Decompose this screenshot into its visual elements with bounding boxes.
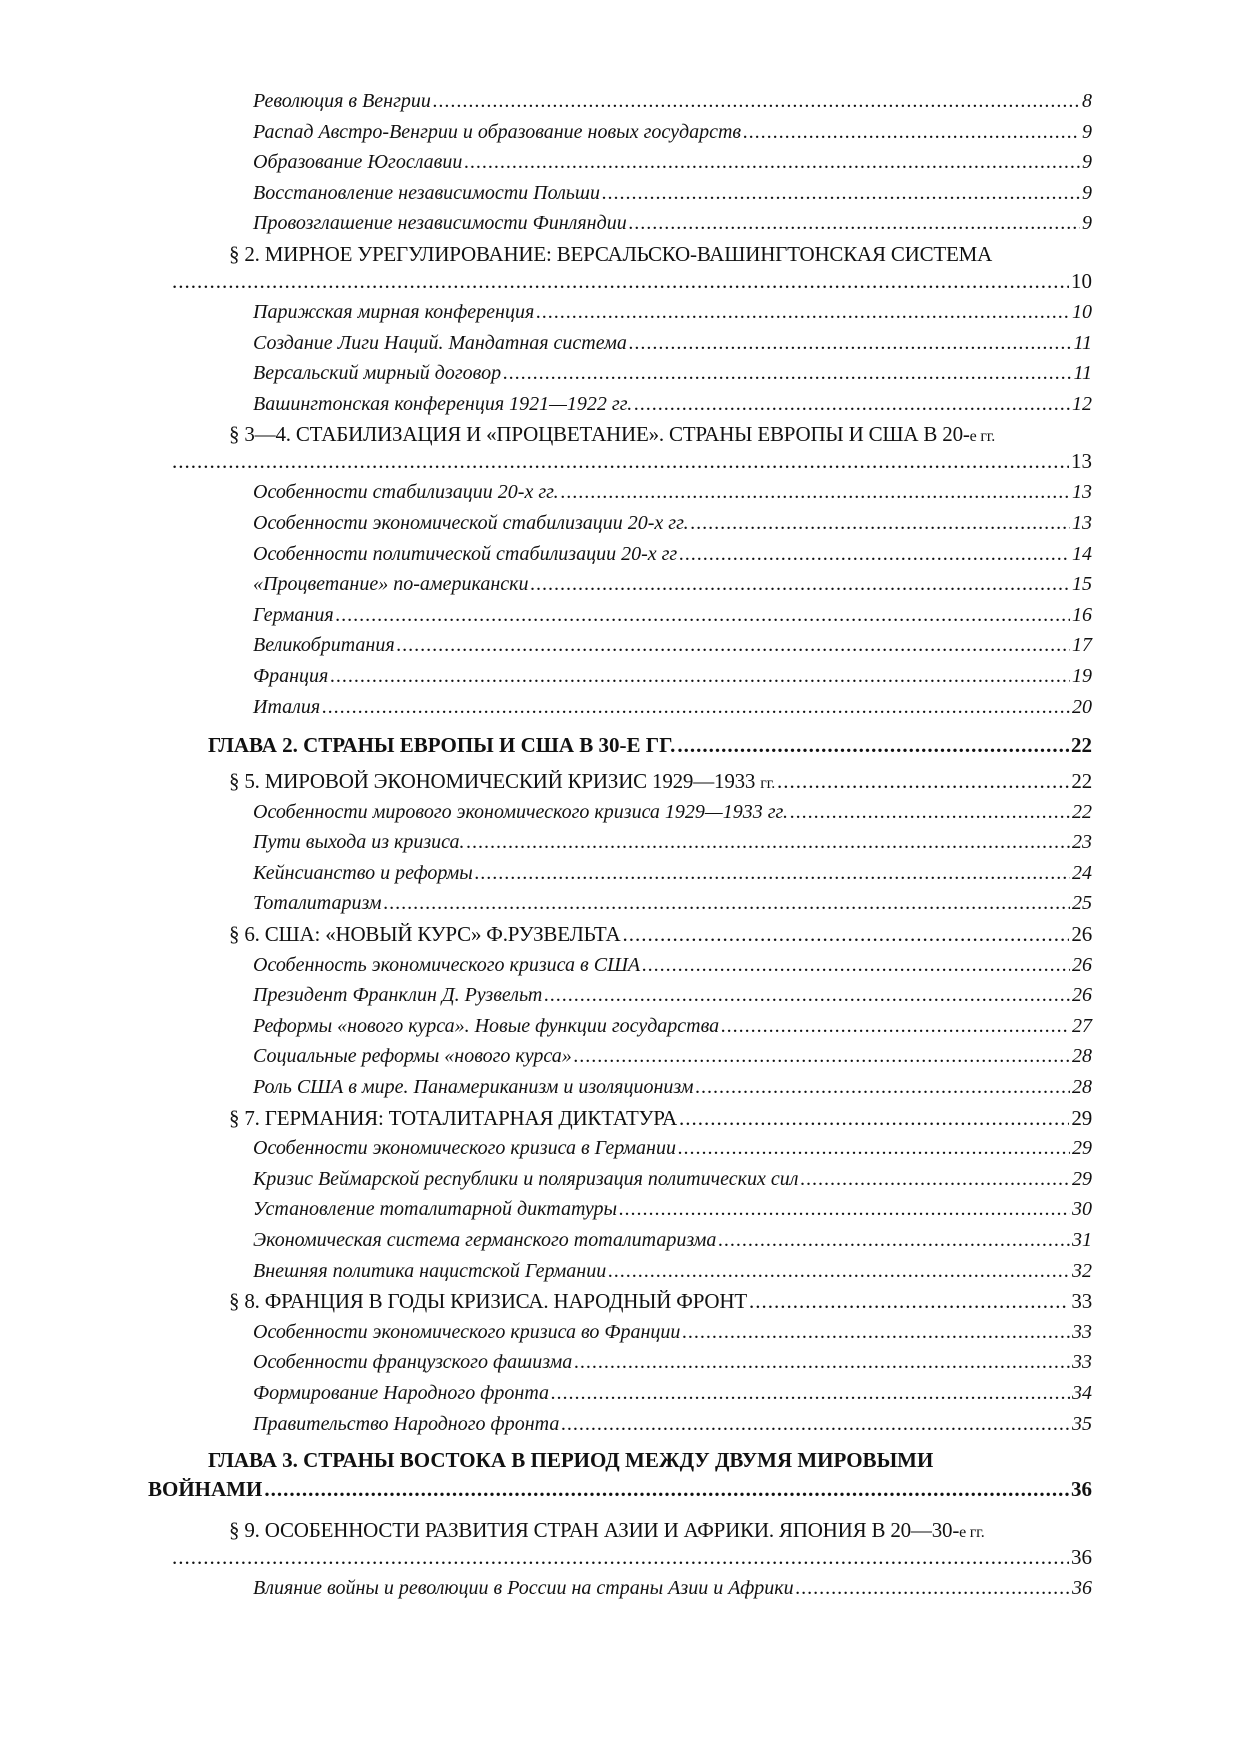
toc-entry[interactable] — [253, 827, 1092, 858]
toc-entry-title: Особенности экономического кризиса во Франции — [253, 1320, 681, 1343]
toc-entry-page: 11 — [1073, 331, 1092, 354]
toc-entry-title: Реформы «нового курса». Новые функции государства — [253, 1014, 720, 1037]
toc-entry-title: Парижская мирная конференция — [253, 300, 535, 323]
toc-section-entry[interactable] — [229, 919, 1092, 950]
toc-chapter-title: ГЛАВА 2. СТРАНЫ ЕВРОПЫ И США В 30-Е ГГ. — [208, 733, 676, 758]
dot-leader — [678, 1133, 1070, 1164]
dot-leader — [464, 147, 1080, 178]
dot-leader — [264, 1473, 1069, 1505]
toc-entry-title: Особенности стабилизации 20-х гг. — [253, 481, 559, 504]
dot-leader — [330, 661, 1070, 692]
toc-entry-page: 29 — [1071, 1105, 1092, 1130]
toc-entry[interactable] — [253, 1409, 1092, 1440]
toc-entry-page: 17 — [1072, 634, 1092, 657]
dot-leader — [561, 1409, 1070, 1440]
toc-entry-page: 12 — [1072, 392, 1092, 415]
toc-entry-page: 33 — [1072, 1320, 1092, 1343]
toc-section-entry[interactable] — [229, 1103, 1092, 1134]
toc-entry-title: Правительство Народного фронта — [253, 1412, 560, 1435]
toc-entry-page: 36 — [1072, 1577, 1092, 1600]
toc-entry-title: Особенности французского фашизма — [253, 1351, 573, 1374]
toc-entry[interactable] — [253, 117, 1092, 148]
toc-entry-title: Версальский мирный договор — [253, 362, 502, 385]
toc-entry-page: 29 — [1072, 1137, 1092, 1160]
toc-entry-page: 34 — [1072, 1381, 1092, 1404]
toc-entry[interactable] — [253, 477, 1092, 508]
toc-entry[interactable] — [253, 1378, 1092, 1409]
toc-entry[interactable] — [253, 389, 1092, 420]
dot-leader — [642, 950, 1070, 981]
toc-entry[interactable] — [253, 1573, 1092, 1604]
toc-entry[interactable] — [253, 328, 1092, 359]
toc-entry[interactable] — [253, 297, 1092, 328]
dot-leader — [531, 569, 1070, 600]
toc-entry-title: Распад Австро-Венгрии и образование новых государств — [253, 120, 742, 143]
toc-section-entry[interactable] — [0, 419, 1239, 477]
toc-entry-page: 24 — [1072, 861, 1092, 884]
toc-entry[interactable] — [253, 1317, 1092, 1348]
dot-leader — [574, 1041, 1070, 1072]
toc-entry-title: Особенности экономической стабилизации 20-х гг. — [253, 511, 689, 534]
toc-entry-title: Внешняя политика нацистской Германии — [253, 1259, 607, 1282]
toc-chapter-title-continued: ВОЙНАМИ — [148, 1477, 263, 1502]
toc-entry-title: Великобритания — [253, 634, 395, 657]
toc-entry[interactable] — [253, 208, 1092, 239]
toc-entry-page: 28 — [1072, 1076, 1092, 1099]
dot-leader — [721, 1011, 1070, 1042]
dot-leader — [561, 477, 1070, 508]
toc-entry-title: «Процветание» по-американски — [253, 573, 529, 596]
toc-section-entry[interactable] — [229, 1286, 1092, 1317]
toc-section-title: § 5. МИРОВОЙ ЭКОНОМИЧЕСКИЙ КРИЗИС 1929—1933 гг. — [229, 769, 776, 794]
toc-entry-page: 35 — [1072, 1412, 1092, 1435]
toc-entry-title: Кризис Веймарской республики и поляризация политических сил — [253, 1167, 799, 1190]
toc-entry[interactable] — [253, 797, 1092, 828]
dot-leader — [677, 728, 1069, 762]
toc-entry-title: Тоталитаризм — [253, 892, 382, 915]
toc-entry[interactable] — [253, 1041, 1092, 1072]
dot-leader — [574, 1347, 1070, 1378]
toc-entry[interactable] — [253, 147, 1092, 178]
toc-entry-page: 26 — [1072, 953, 1092, 976]
dot-leader — [397, 630, 1070, 661]
toc-entry-page: 36 — [1071, 1545, 1092, 1570]
toc-entry-page: 25 — [1072, 892, 1092, 915]
toc-entry[interactable] — [253, 692, 1092, 723]
toc-entry-title: Экономическая система германского тоталитаризма — [253, 1229, 717, 1251]
toc-entry[interactable] — [253, 1225, 1092, 1256]
dot-leader — [602, 178, 1080, 209]
dot-leader — [682, 1317, 1070, 1348]
dot-leader — [544, 980, 1070, 1011]
dot-leader — [718, 1225, 1070, 1256]
toc-entry[interactable] — [253, 600, 1092, 631]
dot-leader — [800, 1164, 1070, 1195]
toc-entry-page: 33 — [1072, 1351, 1092, 1374]
toc-entry-title: Германия — [253, 603, 334, 626]
dot-leader — [503, 358, 1071, 389]
dot-leader — [536, 297, 1070, 328]
toc-entry-title: Президент Франклин Д. Рузвельт — [253, 984, 543, 1007]
dot-leader — [695, 1072, 1070, 1103]
toc-entry-page: 16 — [1072, 603, 1092, 626]
dot-leader — [433, 86, 1080, 117]
dot-leader — [551, 1378, 1070, 1409]
dot-leader — [622, 919, 1069, 950]
toc-entry[interactable] — [253, 569, 1092, 600]
table-of-contents — [0, 86, 1239, 1604]
toc-entry-page: 10 — [1072, 300, 1092, 323]
toc-entry[interactable] — [253, 888, 1092, 919]
toc-entry[interactable] — [253, 980, 1092, 1011]
dot-leader — [475, 858, 1070, 889]
toc-entry-title: Роль США в мире. Панамериканизм и изоляционизм — [253, 1076, 694, 1099]
toc-entry-page: 15 — [1072, 573, 1092, 596]
toc-entry-page: 9 — [1082, 212, 1092, 235]
dot-leader — [467, 827, 1070, 858]
dot-leader — [790, 797, 1070, 828]
toc-entry-page: 26 — [1072, 984, 1092, 1007]
toc-entry-title: Провозглашение независимости Финляндии — [253, 212, 627, 235]
toc-section-title: § 6. США: «НОВЫЙ КУРС» Ф.РУЗВЕЛЬТА — [229, 922, 621, 947]
toc-entry-page: 20 — [1072, 695, 1092, 718]
dot-leader — [336, 600, 1070, 631]
dot-leader — [608, 1256, 1070, 1287]
toc-entry-page: 36 — [1071, 1477, 1092, 1502]
toc-entry-title: Образование Югославии — [253, 151, 463, 174]
toc-entry-page: 9 — [1082, 151, 1092, 174]
toc-entry-page: 13 — [1072, 511, 1092, 534]
toc-entry-title: Кейнсианство и реформы — [253, 861, 473, 884]
toc-entry[interactable] — [253, 1347, 1092, 1378]
dot-leader — [172, 1543, 1069, 1571]
toc-entry-page: 10 — [1071, 268, 1092, 293]
toc-entry-title: Революция в Венгрии — [253, 90, 431, 112]
toc-entry-page: 26 — [1071, 922, 1092, 947]
dot-leader — [679, 539, 1070, 570]
dot-leader — [629, 208, 1080, 239]
toc-entry[interactable] — [253, 630, 1092, 661]
dot-leader — [172, 267, 1069, 295]
toc-entry-page: 9 — [1082, 181, 1092, 204]
dot-leader — [384, 888, 1070, 919]
toc-entry-page: 32 — [1072, 1259, 1092, 1282]
toc-section-title: § 8. ФРАНЦИЯ В ГОДЫ КРИЗИСА. НАРОДНЫЙ ФРОНТ — [229, 1289, 747, 1314]
toc-entry[interactable] — [253, 358, 1092, 389]
dot-leader — [679, 1103, 1069, 1134]
toc-section-entry[interactable] — [229, 766, 1092, 797]
toc-entry[interactable] — [253, 178, 1092, 209]
dot-leader — [743, 117, 1080, 148]
toc-entry[interactable] — [253, 661, 1092, 692]
toc-entry-title: Восстановление независимости Польши — [253, 181, 601, 204]
toc-entry-title: Формирование Народного фронта — [253, 1381, 550, 1404]
dot-leader — [629, 328, 1072, 359]
toc-entry-page: 22 — [1071, 769, 1092, 794]
toc-section-title: § 9. ОСОБЕННОСТИ РАЗВИТИЯ СТРАН АЗИИ И АФРИКИ. ЯПОНИЯ В 20—30-е гг. — [229, 1518, 985, 1543]
toc-entry-title: Установление тоталитарной диктатуры — [253, 1198, 618, 1221]
toc-entry-page: 13 — [1071, 449, 1092, 474]
toc-entry-page: 19 — [1072, 664, 1092, 687]
toc-entry[interactable] — [253, 1072, 1092, 1103]
toc-entry[interactable] — [253, 1133, 1092, 1164]
toc-chapter-entry[interactable] — [0, 1445, 1239, 1511]
toc-section-title: § 3—4. СТАБИЛИЗАЦИЯ И «ПРОЦВЕТАНИЕ». СТРАНЫ ЕВРОПЫ И США В 20-е гг. — [229, 422, 996, 447]
toc-entry[interactable] — [253, 1164, 1092, 1195]
toc-entry-title: Франция — [253, 664, 329, 687]
dot-leader — [172, 447, 1069, 475]
dot-leader — [691, 508, 1070, 539]
toc-entry-title: Особенности мирового экономического кризиса 1929—1933 гг. — [253, 800, 789, 823]
toc-entry-page: 13 — [1072, 481, 1092, 504]
toc-entry-title: Особенность экономического кризиса в США — [253, 953, 641, 976]
toc-entry[interactable] — [253, 1194, 1092, 1225]
toc-entry[interactable] — [253, 539, 1092, 570]
toc-entry-page: 29 — [1072, 1167, 1092, 1190]
toc-entry-page: 8 — [1082, 90, 1092, 112]
toc-entry[interactable] — [253, 950, 1092, 981]
dot-leader — [322, 692, 1070, 723]
dot-leader — [796, 1573, 1070, 1604]
dot-leader — [777, 766, 1069, 797]
toc-section-title: § 7. ГЕРМАНИЯ: ТОТАЛИТАРНАЯ ДИКТАТУРА — [229, 1105, 677, 1130]
toc-entry-title: Вашингтонская конференция 1921—1922 гг. — [253, 392, 633, 415]
dot-leader — [634, 389, 1070, 420]
toc-entry[interactable] — [253, 1011, 1092, 1042]
toc-section-entry[interactable] — [0, 239, 1239, 297]
toc-entry-page: 14 — [1072, 542, 1092, 565]
toc-chapter-entry[interactable] — [208, 728, 1092, 762]
toc-entry-page: 9 — [1082, 120, 1092, 143]
dot-leader — [749, 1286, 1069, 1317]
toc-entry-page: 30 — [1072, 1198, 1092, 1221]
toc-entry-title: Влияние войны и революции в России на страны Азии и Африки — [253, 1577, 794, 1600]
dot-leader — [619, 1194, 1070, 1225]
toc-entry-title: Пути выхода из кризиса. — [253, 831, 465, 854]
toc-section-entry[interactable] — [0, 1515, 1239, 1573]
toc-entry-title: Социальные реформы «нового курса» — [253, 1045, 572, 1068]
toc-section-title: § 2. МИРНОЕ УРЕГУЛИРОВАНИЕ: ВЕРСАЛЬСКО-ВАШИНГТОНСКАЯ СИСТЕМА — [229, 241, 993, 266]
toc-entry-page: 31 — [1072, 1229, 1092, 1251]
toc-entry-page: 22 — [1072, 800, 1092, 823]
toc-entry-title: Италия — [253, 695, 321, 718]
toc-entry-page: 33 — [1071, 1289, 1092, 1314]
toc-chapter-title: ГЛАВА 3. СТРАНЫ ВОСТОКА В ПЕРИОД МЕЖДУ ДВУМЯ МИРОВЫМИ — [208, 1448, 934, 1473]
toc-entry[interactable] — [253, 86, 1092, 117]
toc-entry-title: Особенности экономического кризиса в Германии — [253, 1137, 676, 1160]
toc-entry-page: 11 — [1073, 362, 1092, 385]
toc-entry-page: 22 — [1071, 733, 1092, 758]
toc-entry-page: 23 — [1072, 831, 1092, 854]
toc-entry[interactable] — [253, 858, 1092, 889]
toc-entry-page: 27 — [1072, 1014, 1092, 1037]
toc-entry[interactable] — [253, 508, 1092, 539]
toc-entry-title: Создание Лиги Наций. Мандатная система — [253, 331, 627, 354]
toc-entry-page: 28 — [1072, 1045, 1092, 1068]
toc-entry-title: Особенности политической стабилизации 20-х гг — [253, 542, 678, 565]
toc-entry[interactable] — [253, 1256, 1092, 1287]
